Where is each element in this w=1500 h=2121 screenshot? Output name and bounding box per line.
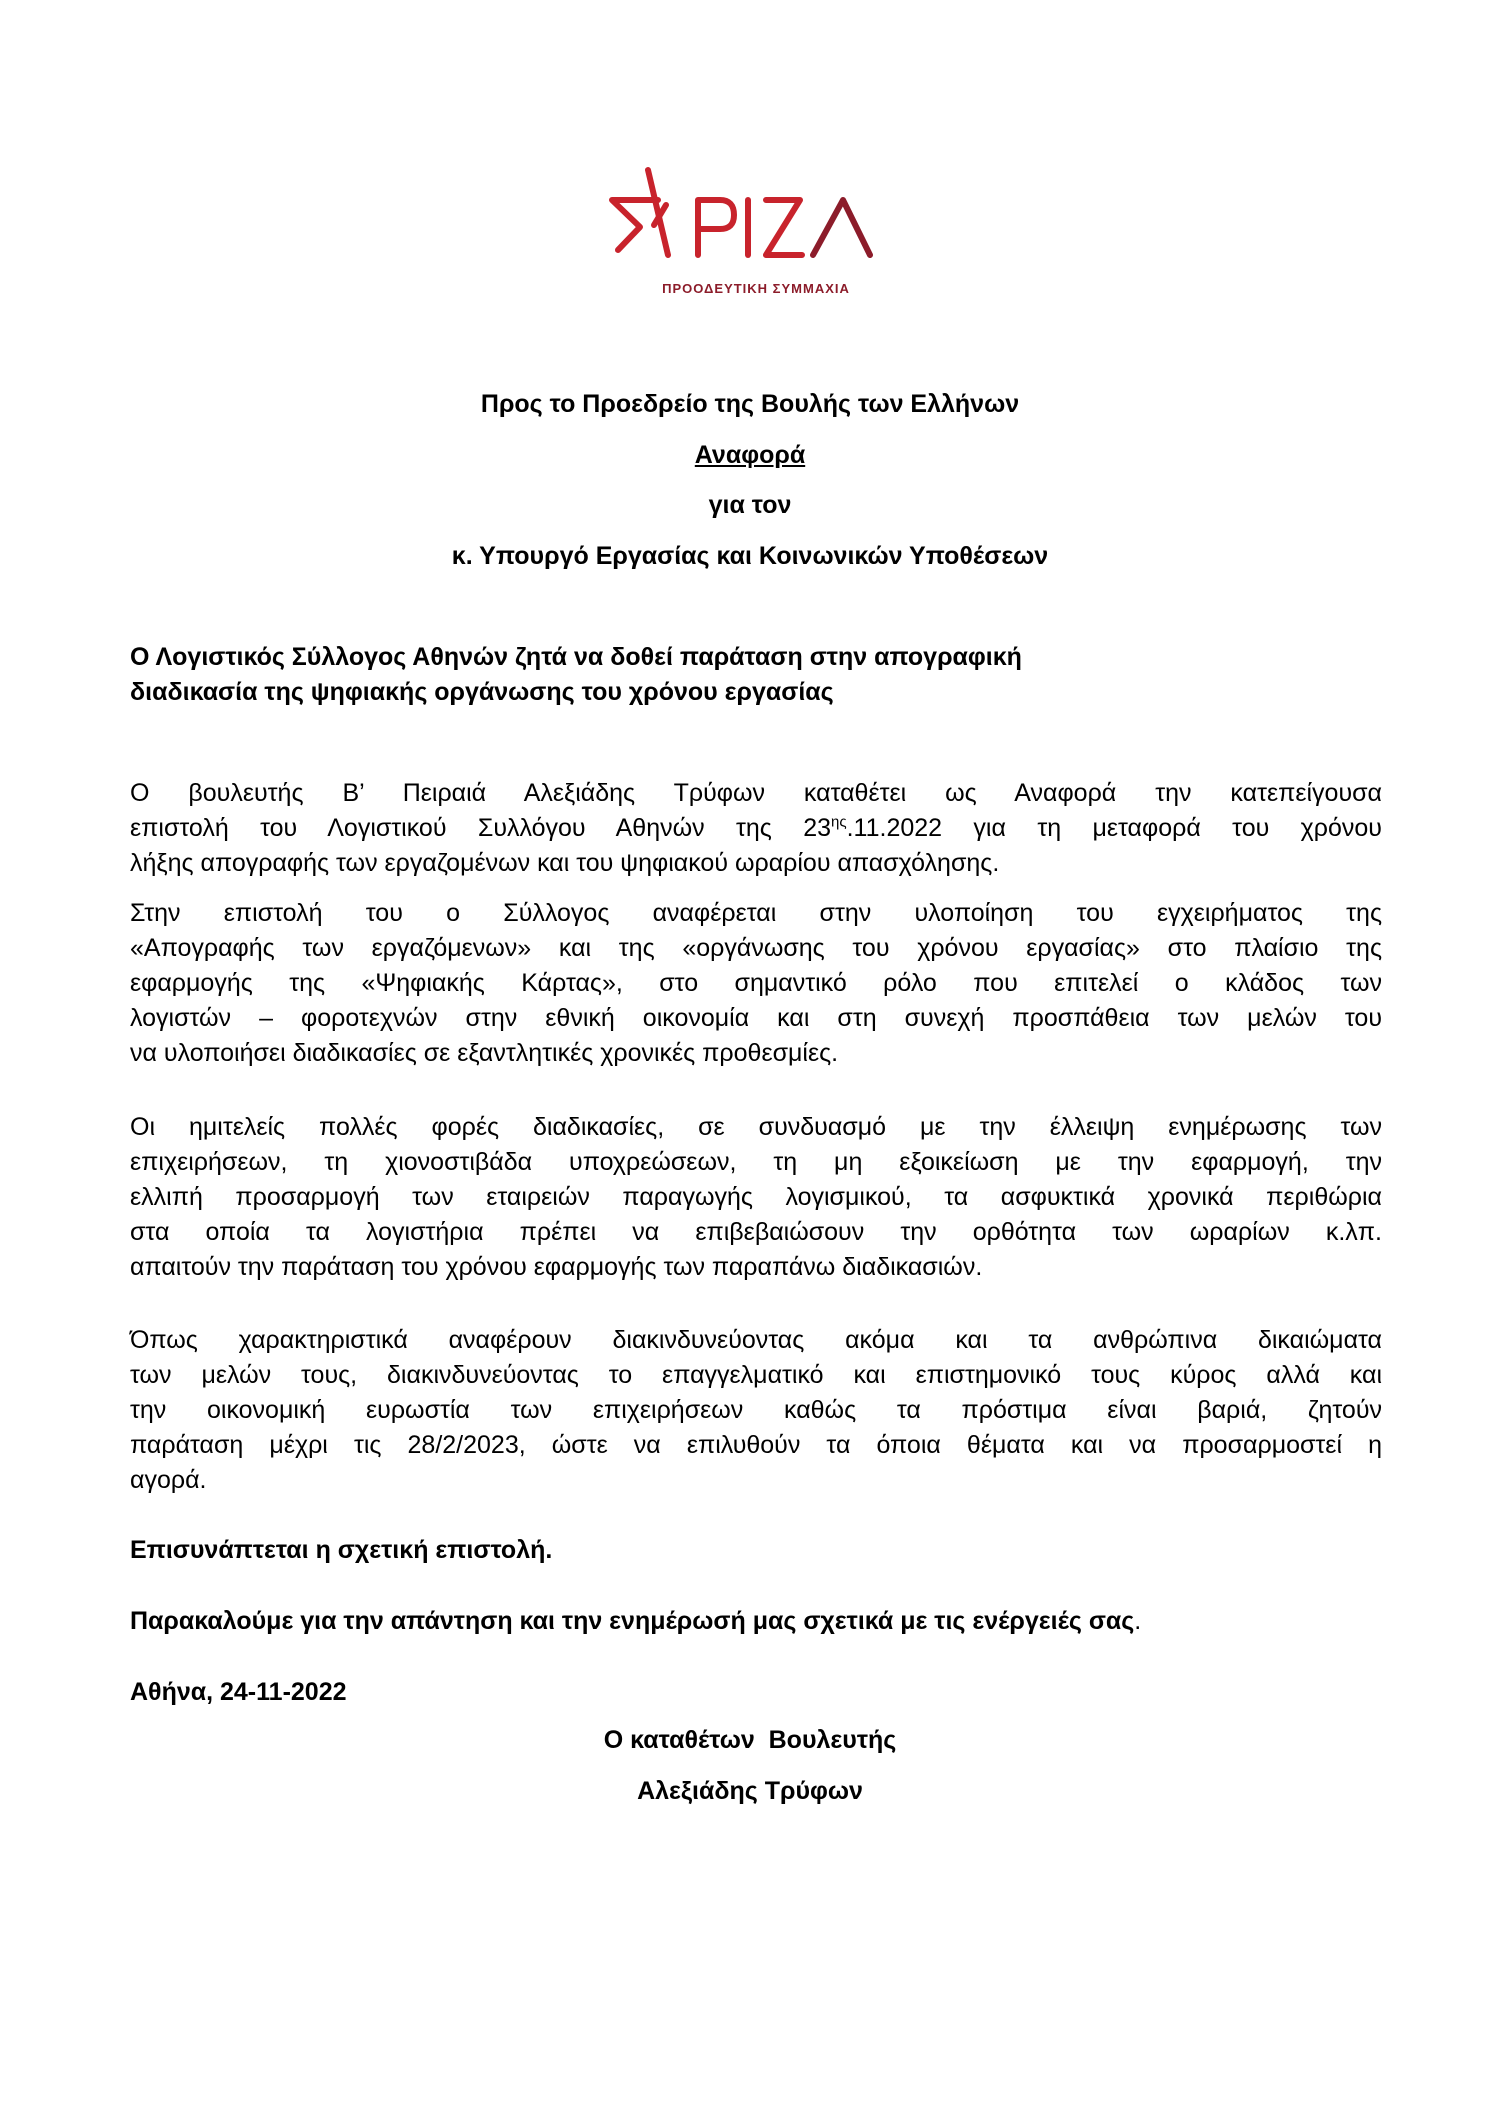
header-minister: κ. Υπουργό Εργασίας και Κοινωνικών Υποθέσεων: [451, 542, 1049, 570]
text-line: «Απογραφής των εργαζόμενων» και της «οργάνωσης του χρόνου εργασίας» στο πλαίσιο της: [130, 934, 1382, 962]
text-line: επιχειρήσεων, τη χιονοστιβάδα υποχρεώσεων, τη μη εξοικείωση με την εφαρμογή, την: [130, 1148, 1382, 1176]
text-line: αγορά.: [130, 1466, 207, 1494]
text-line: Όπως χαρακτηριστικά αναφέρουν διακινδυνεύοντας ακόμα και τα ανθρώπινα δικαιώματα: [130, 1326, 1382, 1354]
text-line: την οικονομική ευρωστία των επιχειρήσεων καθώς τα πρόστιμα είναι βαριά, ζητούν: [130, 1396, 1382, 1424]
subject-line: διαδικασία της ψηφιακής οργάνωσης του χρόνου εργασίας: [130, 678, 834, 706]
subject-line: Ο Λογιστικός Σύλλογος Αθηνών ζητά να δοθεί παράταση στην απογραφική: [130, 643, 1022, 671]
paragraph-4: [130, 1323, 1382, 1498]
paragraph-3: [130, 1110, 1382, 1285]
paragraph-1: [130, 776, 1382, 881]
text-line: εφαρμογής της «Ψηφιακής Κάρτας», στο σημαντικό ρόλο που επιτελεί ο κλάδος των: [130, 969, 1382, 997]
signature-role: Ο καταθέτων Βουλευτής: [603, 1726, 897, 1754]
text-line: στα οποία τα λογιστήρια πρέπει να επιβεβαιώσουν την ορθότητα των ωραρίων κ.λπ.: [130, 1218, 1382, 1246]
syriza-logo: [608, 165, 904, 300]
superscript: ης: [831, 813, 847, 831]
paragraph-2: [130, 896, 1382, 1071]
request-period: .: [1134, 1607, 1142, 1635]
header-recipient: Προς το Προεδρείο της Βουλής των Ελλήνων: [480, 390, 1020, 418]
text-line: λήξης απογραφής των εργαζομένων και του ψηφιακού ωραρίου απασχόλησης.: [130, 849, 1000, 877]
text-line: ελλιπή προσαρμογή των εταιρειών παραγωγής λογισμικού, τα ασφυκτικά χρονικά περιθώρια: [130, 1183, 1382, 1211]
text-line: Στην επιστολή του ο Σύλλογος αναφέρεται στην υλοποίηση του εγχειρήματος της: [130, 899, 1382, 927]
text: επιστολή του Λογιστικού Συλλόγου Αθηνών της 23: [130, 814, 832, 842]
header-for: για τον: [708, 491, 792, 519]
attachment-note: Επισυνάπτεται η σχετική επιστολή.: [130, 1536, 553, 1564]
text-line: των μελών τους, διακινδυνεύοντας το επαγγελματικό και επιστημονικό τους κύρος αλλά και: [130, 1361, 1382, 1389]
text-line: να υλοποιήσει διαδικασίες σε εξαντλητικές χρονικές προθεσμίες.: [130, 1039, 839, 1067]
text-line: Ο βουλευτής Β’ Πειραιά Αλεξιάδης Τρύφων καταθέτει ως Αναφορά την κατεπείγουσα: [130, 779, 1382, 807]
request-text: Παρακαλούμε για την απάντηση και την ενημέρωσή μας σχετικά με τις ενέργειές σας: [130, 1607, 1135, 1635]
text-line: λογιστών – φοροτεχνών στην εθνική οικονομία και στη συνεχή προσπάθεια των μελών του: [130, 1004, 1382, 1032]
text-line: [130, 811, 1382, 846]
text-line: παράταση μέχρι τις 28/2/2023, ώστε να επιλυθούν τα όποια θέματα και να προσαρμοστεί η: [130, 1431, 1382, 1459]
svg-text:ΠΡΟΟΔΕΥΤΙΚΗ ΣΥΜΜΑΧΙΑ: ΠΡΟΟΔΕΥΤΙΚΗ ΣΥΜΜΑΧΙΑ: [662, 281, 850, 296]
date: Αθήνα, 24-11-2022: [130, 1678, 347, 1706]
document-type: Αναφορά: [694, 441, 806, 469]
text: .11.2022 για τη μεταφορά του χρόνου: [846, 814, 1382, 842]
text-line: απαιτούν την παράταση του χρόνου εφαρμογής των παραπάνω διαδικασιών.: [130, 1253, 983, 1281]
subject: [130, 640, 1382, 710]
signature-name: Αλεξιάδης Τρύφων: [637, 1777, 863, 1805]
text-line: Οι ημιτελείς πολλές φορές διαδικασίες, σε συνδυασμό με την έλλειψη ενημέρωσης των: [130, 1113, 1382, 1141]
